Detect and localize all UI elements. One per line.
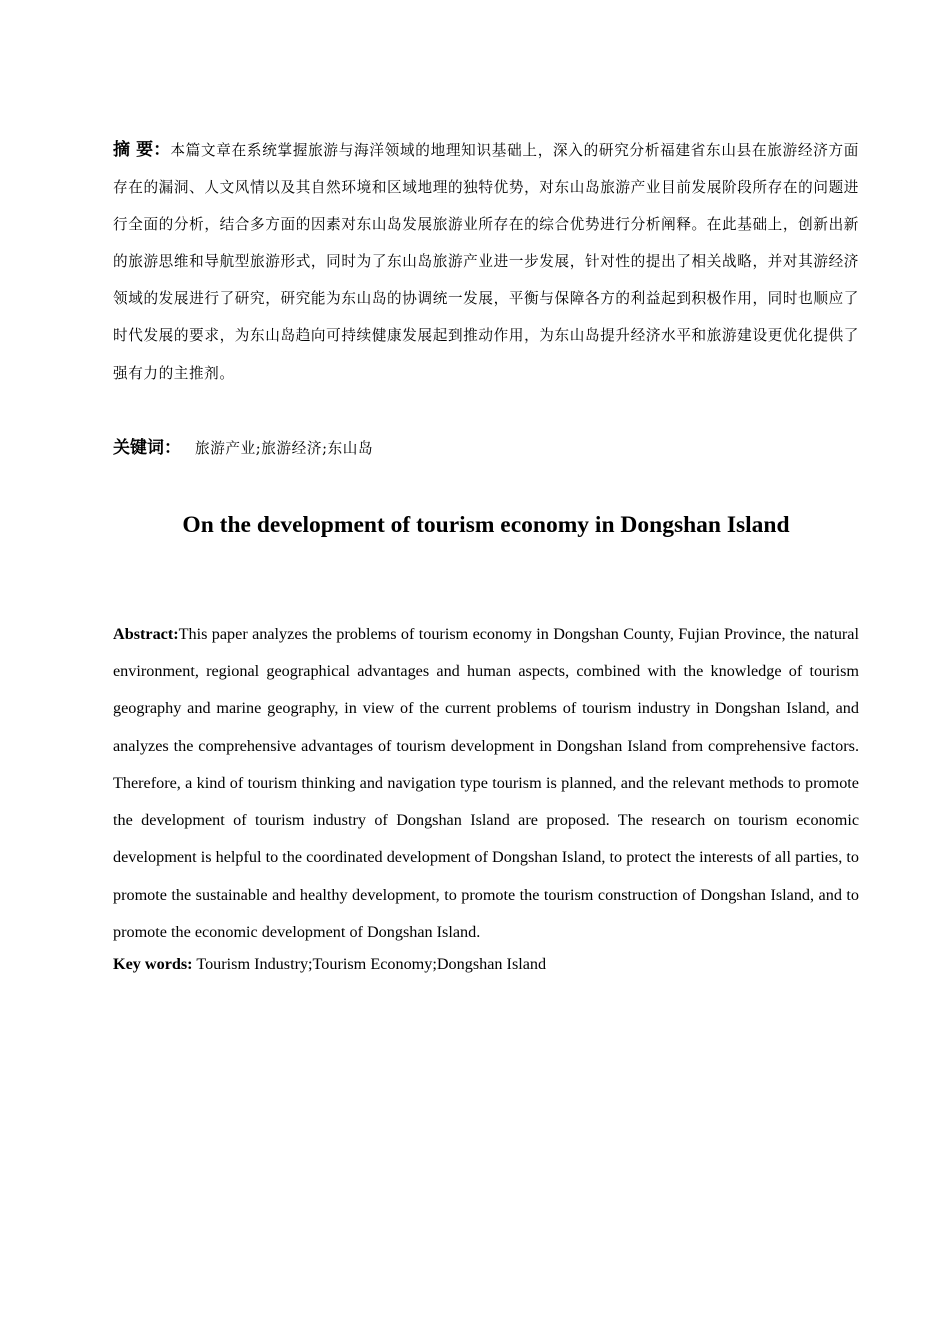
english-abstract-label: Abstract: bbox=[113, 624, 179, 643]
english-keywords-label: Key words: bbox=[113, 955, 193, 974]
document-page bbox=[113, 132, 859, 977]
english-keywords bbox=[113, 951, 859, 977]
chinese-keywords-label: 关键词： bbox=[113, 437, 181, 458]
chinese-keywords bbox=[113, 433, 859, 458]
chinese-abstract bbox=[113, 132, 859, 392]
english-abstract bbox=[113, 616, 859, 952]
english-abstract-text: This paper analyzes the problems of tourism economy in Dongshan County, Fujian Province, the natural environment, regional geographical advantages and human aspects, combined with the knowledge of tourism geography and marine geography, in view of the current problems of tourism industry in Dongshan Island, and analyzes the comprehensive advantages of tourism development in Dongshan Island from comprehensive factors. Therefore, a kind of tourism thinking and navigation type tourism is planned, and the relevant methods to promote the development of tourism industry of Dongshan Island are proposed. The research on tourism economic development is helpful to the coordinated development of Dongshan Island, to protect the interests of all parties, to promote the sustainable and healthy development, to promote the tourism construction of Dongshan Island, and to promote the economic development of Dongshan Island. bbox=[113, 624, 859, 942]
chinese-abstract-text: 本篇文章在系统掌握旅游与海洋领域的地理知识基础上，深入的研究分析福建省东山县在旅游经济方面存在的漏洞、人文风情以及其自然环境和区域地理的独特优势，对东山岛旅游产业目前发展阶段所存在的问题进行全面的分析，结合多方面的因素对东山岛发展旅游业所存在的综合优势进行分析阐释。在此基础上，创新出新的旅游思维和导航型旅游形式，同时为了东山岛旅游产业进一步发展，针对性的提出了相关战略，并对其游经济领域的发展进行了研究，研究能为东山岛的协调统一发展，平衡与保障各方的利益起到积极作用，同时也顺应了时代发展的要求，为东山岛趋向可持续健康发展起到推动作用，为东山岛提升经济水平和旅游建设更优化提供了强有力的主推剂。 bbox=[113, 142, 859, 382]
english-title: On the development of tourism economy in Dongshan Island bbox=[182, 511, 790, 538]
chinese-abstract-label: 摘 要： bbox=[113, 140, 171, 160]
english-keywords-text: Tourism Industry;Tourism Economy;Dongshan Island bbox=[192, 955, 547, 974]
chinese-keywords-text: 旅游产业;旅游经济;东山岛 bbox=[195, 439, 374, 457]
